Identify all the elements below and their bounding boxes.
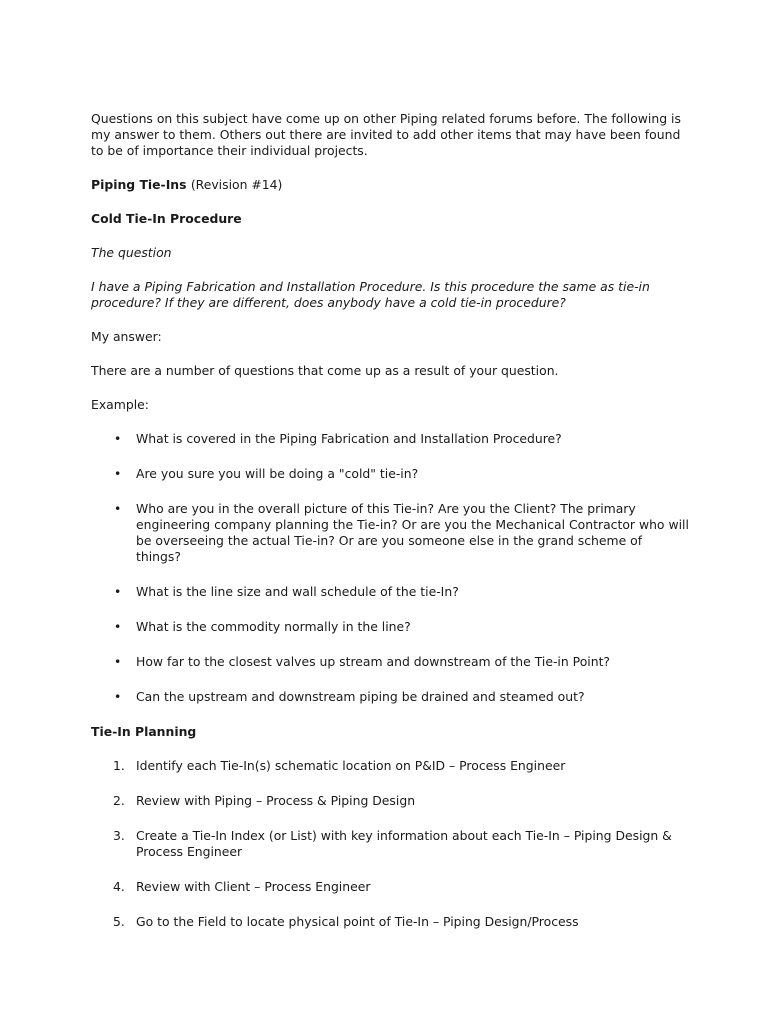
list-item (91, 758, 690, 774)
question-label: The question (91, 245, 172, 260)
bullet-marker: • (114, 501, 122, 516)
list-item-text: Review with Piping – Process & Piping Design (136, 793, 416, 808)
list-item (91, 689, 690, 705)
step-number: 2. (113, 793, 125, 808)
question-text: I have a Piping Fabrication and Installation Procedure. Is this procedure the same as tie-in procedure? If they are different, does anybody have a cold tie-in procedure? (91, 279, 650, 310)
step-number: 3. (113, 828, 125, 843)
bullet-marker: • (114, 689, 122, 704)
title-revision: (Revision #14) (190, 177, 283, 192)
list-item (91, 501, 690, 565)
list-item (91, 431, 690, 447)
planning-steps-list (91, 758, 690, 930)
list-item (91, 914, 690, 930)
intro-paragraph: Questions on this subject have come up on other Piping related forums before. The following is my answer to them. Others out there are invited to add other items that may have been found to be of importance their individual projects. (91, 111, 681, 158)
list-item-text: Create a Tie-In Index (or List) with key information about each Tie-In – Piping Design & Process Engineer (136, 828, 672, 859)
bullet-marker: • (114, 654, 122, 669)
list-item-text: Identify each Tie-In(s) schematic location on P&ID – Process Engineer (136, 758, 566, 773)
list-item-text: What is covered in the Piping Fabrication and Installation Procedure? (136, 431, 562, 446)
section-heading-tie-in-planning: Tie-In Planning (91, 724, 197, 739)
list-item-text: Who are you in the overall picture of this Tie-in? Are you the Client? The primary engineering company planning the Tie-in? Or are you the Mechanical Contractor who will be overseeing the actual Tie-in? Or are you someone else in the grand scheme of things? (136, 501, 689, 564)
step-number: 1. (113, 758, 125, 773)
list-item-text: Can the upstream and downstream piping be drained and steamed out? (136, 689, 585, 704)
list-item-text: Review with Client – Process Engineer (136, 879, 371, 894)
document-title (91, 177, 690, 193)
list-item (91, 879, 690, 895)
list-item (91, 828, 690, 860)
step-number: 5. (113, 914, 125, 929)
list-item (91, 466, 690, 482)
example-label: Example: (91, 397, 149, 412)
bullet-marker: • (114, 619, 122, 634)
answer-intro: There are a number of questions that come up as a result of your question. (91, 363, 559, 378)
step-number: 4. (113, 879, 125, 894)
bullet-marker: • (114, 431, 122, 446)
list-item-text: What is the commodity normally in the line? (136, 619, 411, 634)
example-bullet-list (91, 431, 690, 705)
bullet-marker: • (114, 584, 122, 599)
list-item (91, 584, 690, 600)
list-item-text: Go to the Field to locate physical point of Tie-In – Piping Design/Process (136, 914, 579, 929)
list-item (91, 619, 690, 635)
answer-label: My answer: (91, 329, 162, 344)
list-item-text: How far to the closest valves up stream and downstream of the Tie-in Point? (136, 654, 611, 669)
bullet-marker: • (114, 466, 122, 481)
list-item (91, 793, 690, 809)
list-item (91, 654, 690, 670)
list-item-text: Are you sure you will be doing a "cold" tie-in? (136, 466, 419, 481)
title-main: Piping Tie-Ins (91, 177, 187, 192)
section-heading-cold-tie-in: Cold Tie-In Procedure (91, 211, 242, 226)
list-item-text: What is the line size and wall schedule of the tie-In? (136, 584, 459, 599)
